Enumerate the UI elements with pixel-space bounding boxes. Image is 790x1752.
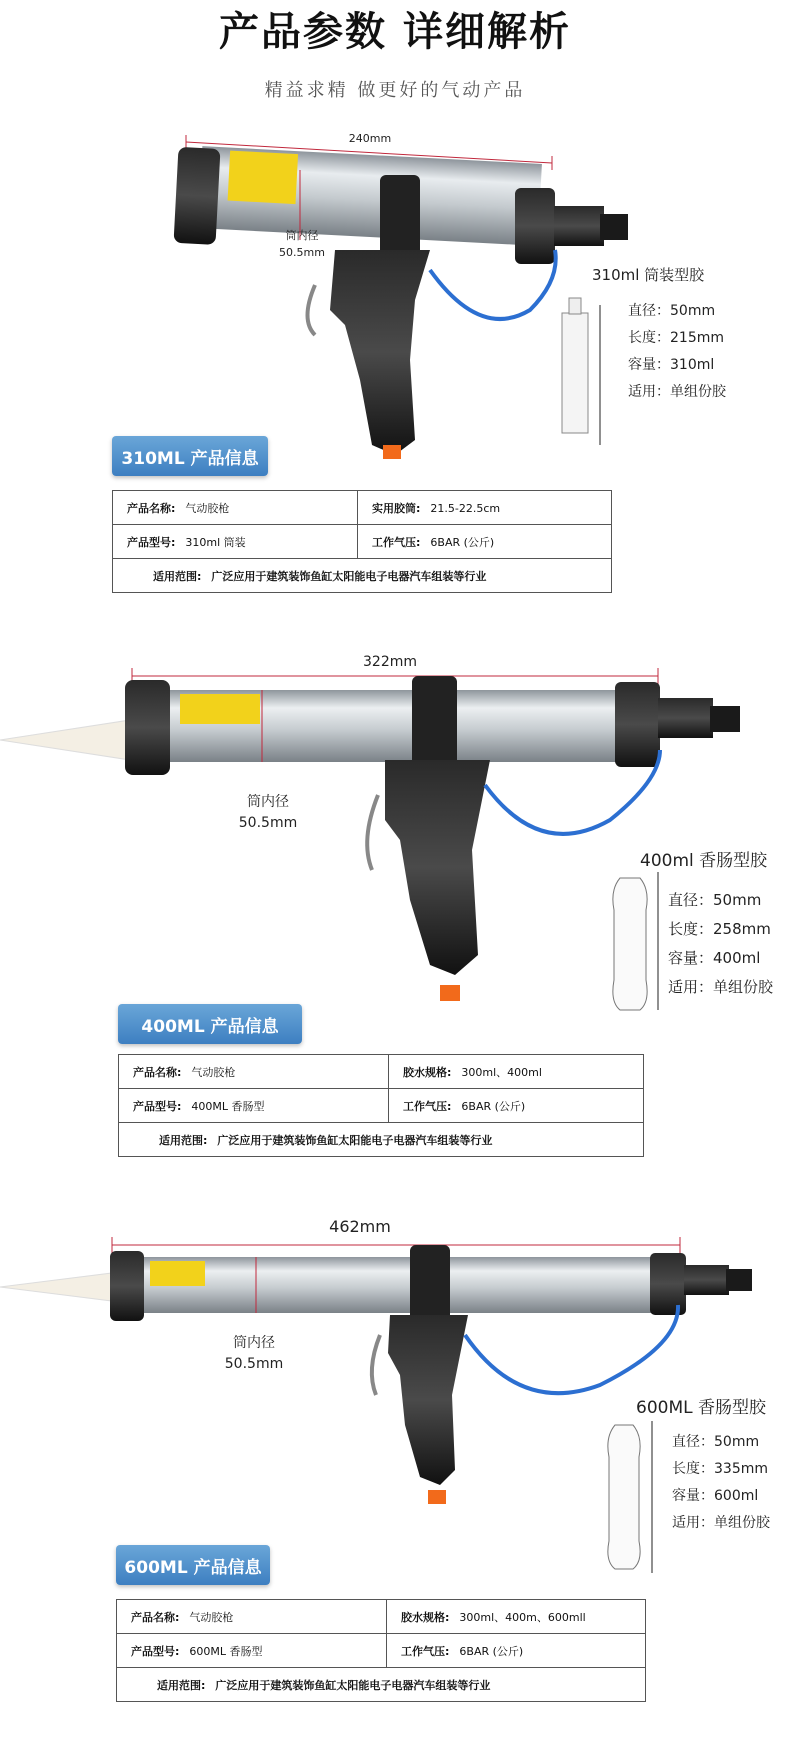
spec-label: 长度： <box>672 1461 714 1477</box>
pressure-value: 6BAR (公斤) <box>459 1644 524 1658</box>
glue-spec-list <box>628 298 726 406</box>
spec-label: 长度： <box>628 330 670 346</box>
spec-usage <box>668 973 773 1002</box>
pressure-label: 工作气压: <box>401 1644 450 1658</box>
spec-value: 400ml <box>713 949 761 967</box>
spec-capacity <box>628 352 726 379</box>
spec-label: 容量： <box>628 357 670 373</box>
spec-value: 310ml <box>670 357 715 373</box>
inner-diameter <box>228 792 308 834</box>
spec-label: 长度： <box>668 920 714 938</box>
product-name-value: 气动胶枪 <box>185 501 230 515</box>
scope-value: 广泛应用于建筑装饰鱼缸太阳能电子电器汽车组装等行业 <box>215 1678 491 1692</box>
inner-diameter <box>214 1333 294 1375</box>
spec-label: 直径： <box>668 891 714 909</box>
spec-label: 适用： <box>672 1515 714 1531</box>
glue-type-title: 400ml 香肠型胶 <box>640 851 768 871</box>
inner-diameter-label: 筒内径 <box>285 229 319 242</box>
scope-label: 适用范围: <box>159 1133 208 1147</box>
spec-usage <box>628 379 726 406</box>
spec-label: 直径： <box>672 1434 714 1450</box>
length-label: 240mm <box>348 132 392 145</box>
inner-diameter <box>272 228 332 261</box>
spec-diameter <box>672 1429 770 1456</box>
glue-spec-value: 300ml、400m、600mll <box>459 1610 586 1624</box>
page-subtitle: 精益求精 做更好的气动产品 <box>264 80 526 101</box>
spec-value: 50mm <box>670 303 716 319</box>
cartridge-label: 实用胶筒: <box>372 501 421 515</box>
glue-type-title: 600ML 香肠型胶 <box>636 1398 766 1418</box>
product-info-badge: 400ML 产品信息 <box>118 1004 302 1044</box>
product-info-badge: 310ML 产品信息 <box>112 436 268 476</box>
product-info-table <box>112 490 612 593</box>
spec-length <box>672 1456 770 1483</box>
spec-label: 容量： <box>668 949 714 967</box>
table-row <box>117 1668 646 1702</box>
table-row <box>119 1055 644 1089</box>
product-name-value: 气动胶枪 <box>191 1065 236 1079</box>
pressure-value: 6BAR (公斤) <box>461 1099 526 1113</box>
table-row <box>113 559 612 593</box>
product-name-label: 产品名称: <box>131 1610 180 1624</box>
spec-label: 适用： <box>628 384 670 400</box>
spec-value: 单组份胶 <box>713 978 774 996</box>
spec-value: 215mm <box>670 330 724 346</box>
length-label: 322mm <box>363 654 417 670</box>
product-section-600 <box>0 1217 790 1752</box>
table-row <box>119 1089 644 1123</box>
inner-diameter-value: 50.5mm <box>238 815 298 831</box>
spec-length <box>628 325 726 352</box>
cartridge-value: 21.5-22.5cm <box>430 501 501 515</box>
scope-value: 广泛应用于建筑装饰鱼缸太阳能电子电器汽车组装等行业 <box>211 569 487 583</box>
glue-type-title: 310ml 筒装型胶 <box>592 266 705 284</box>
table-row <box>117 1600 646 1634</box>
glue-spec-value: 300ml、400ml <box>461 1065 542 1079</box>
product-info-badge: 600ML 产品信息 <box>116 1545 270 1585</box>
table-row <box>117 1634 646 1668</box>
spec-capacity <box>672 1483 770 1510</box>
product-name-label: 产品名称: <box>133 1065 182 1079</box>
spec-value: 335mm <box>714 1461 768 1477</box>
glue-spec-label: 胶水规格: <box>403 1065 452 1079</box>
pressure-value: 6BAR (公斤) <box>430 535 495 549</box>
product-info-table <box>118 1054 644 1157</box>
spec-usage <box>672 1510 770 1537</box>
spec-diameter <box>668 886 773 915</box>
spec-value: 50mm <box>714 1434 760 1450</box>
length-label: 462mm <box>329 1217 391 1236</box>
inner-diameter-value: 50.5mm <box>224 1356 284 1372</box>
scope-value: 广泛应用于建筑装饰鱼缸太阳能电子电器汽车组装等行业 <box>217 1133 493 1147</box>
product-model-label: 产品型号: <box>127 535 176 549</box>
product-name-label: 产品名称: <box>127 501 176 515</box>
table-row <box>113 525 612 559</box>
product-name-value: 气动胶枪 <box>189 1610 234 1624</box>
table-row <box>113 491 612 525</box>
spec-label: 容量： <box>672 1488 714 1504</box>
spec-length <box>668 915 773 944</box>
spec-value: 单组份胶 <box>714 1515 770 1531</box>
spec-capacity <box>668 944 773 973</box>
inner-diameter-label: 筒内径 <box>233 1335 275 1351</box>
product-section-400 <box>0 650 790 1190</box>
spec-value: 258mm <box>713 920 771 938</box>
product-section-310 <box>0 110 790 583</box>
scope-label: 适用范围: <box>157 1678 206 1692</box>
product-model-label: 产品型号: <box>133 1099 182 1113</box>
inner-diameter-label: 筒内径 <box>247 794 289 810</box>
spec-value: 600ml <box>714 1488 759 1504</box>
table-row <box>119 1123 644 1157</box>
glue-spec-list <box>668 886 773 1002</box>
page-title: 产品参数 详细解析 <box>219 9 571 55</box>
scope-label: 适用范围: <box>153 569 202 583</box>
inner-diameter-value: 50.5mm <box>279 245 325 259</box>
product-info-table <box>116 1599 646 1702</box>
product-model-value: 310ml 筒装 <box>185 535 246 549</box>
spec-value: 单组份胶 <box>670 384 726 400</box>
spec-label: 适用： <box>668 978 714 996</box>
pressure-label: 工作气压: <box>372 535 421 549</box>
glue-spec-label: 胶水规格: <box>401 1610 450 1624</box>
spec-value: 50mm <box>713 891 762 909</box>
product-model-value: 600ML 香肠型 <box>189 1644 263 1658</box>
glue-spec-list <box>672 1429 770 1537</box>
pressure-label: 工作气压: <box>403 1099 452 1113</box>
spec-diameter <box>628 298 726 325</box>
product-model-value: 400ML 香肠型 <box>191 1099 265 1113</box>
spec-label: 直径： <box>628 303 670 319</box>
product-model-label: 产品型号: <box>131 1644 180 1658</box>
